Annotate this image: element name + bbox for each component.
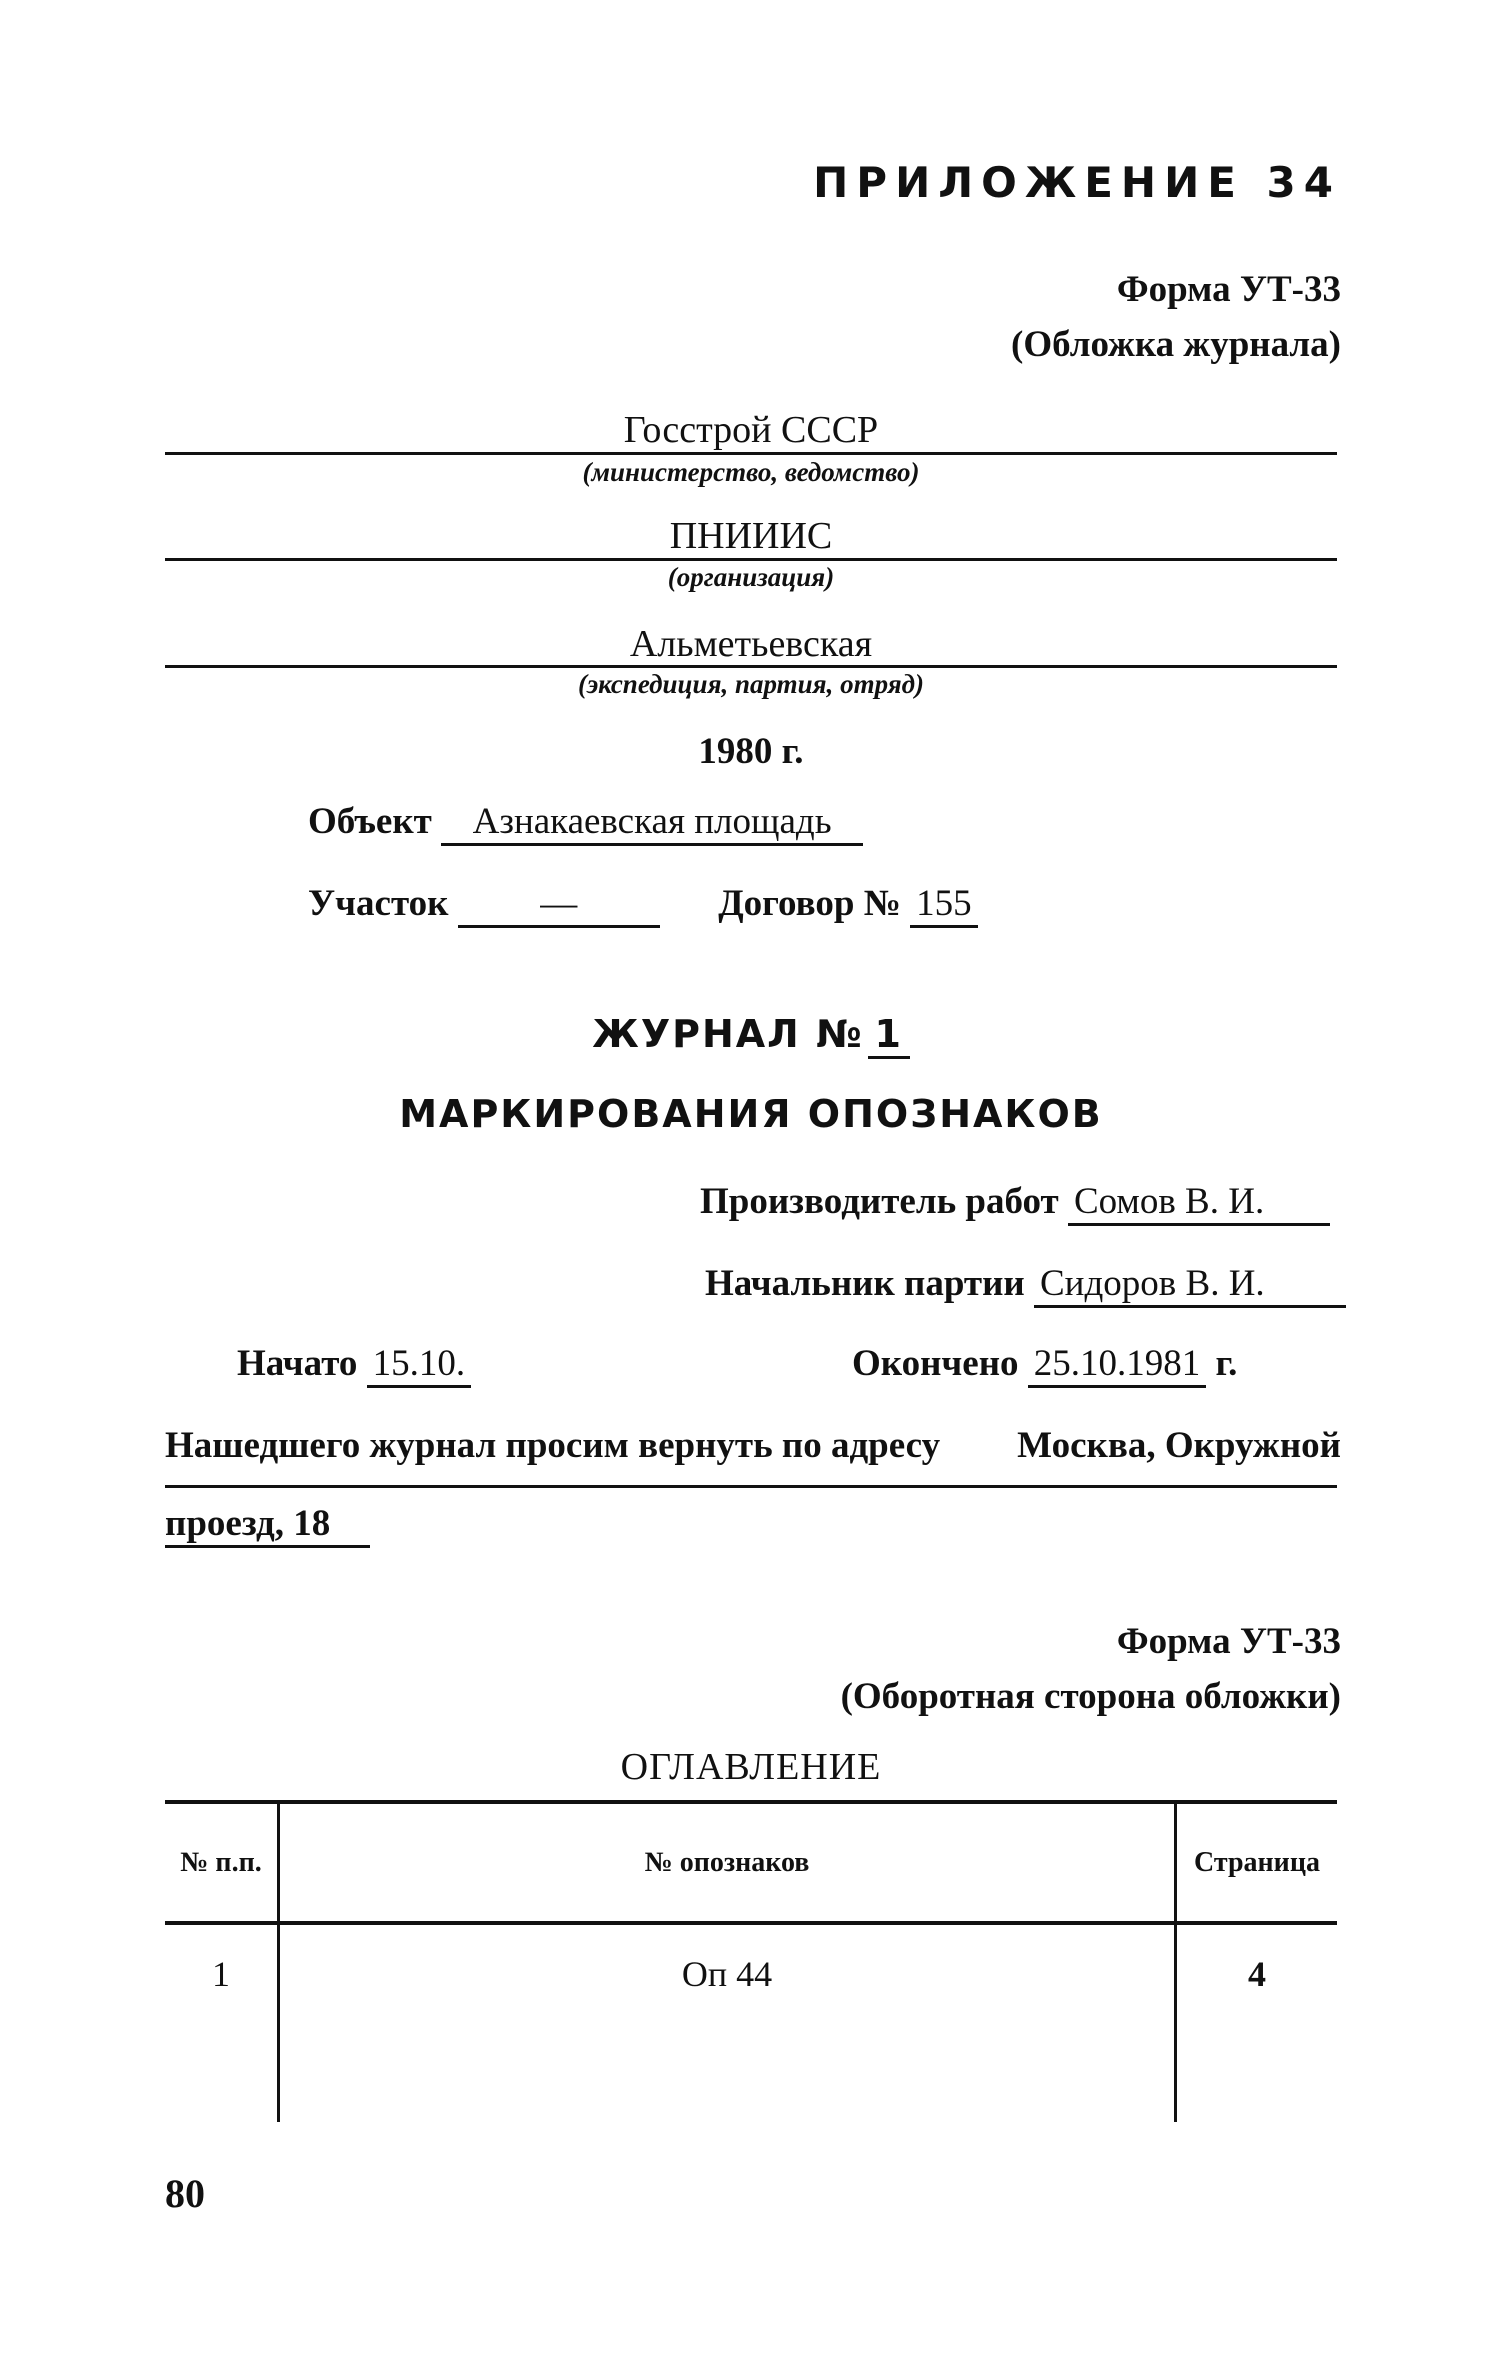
- organization-value: ПНИИИС: [669, 515, 833, 557]
- return-address-line1: Москва, Окружной: [1017, 1425, 1341, 1466]
- chief-label: Начальник партии: [705, 1263, 1025, 1304]
- started-value: 15.10.: [367, 1342, 472, 1388]
- table-row: [165, 1923, 1337, 2122]
- toc-header-row: [165, 1802, 1337, 1923]
- return-address-line2-wrap: [165, 1502, 370, 1548]
- back-form-subtitle: (Оборотная сторона обложки): [840, 1676, 1341, 1717]
- toc-row-page: 4: [1176, 1923, 1338, 2122]
- organization-caption: (организация): [667, 562, 835, 592]
- contract-label: Договор №: [718, 883, 901, 924]
- contract-value: 155: [910, 882, 978, 928]
- finished-value: 25.10.1981: [1028, 1342, 1207, 1388]
- return-line: [165, 1485, 1337, 1488]
- finished-label: Окончено: [852, 1343, 1019, 1384]
- journal-number: 1: [868, 1012, 910, 1059]
- journal-label: ЖУРНАЛ №: [592, 1012, 864, 1056]
- foreman-row: [700, 1180, 1330, 1226]
- finished-suffix: г.: [1215, 1343, 1238, 1384]
- journal-title: МАРКИРОВАНИЯ ОПОЗНАКОВ: [399, 1092, 1103, 1136]
- finished-row: [852, 1342, 1237, 1388]
- toc-col-number: № п.п.: [165, 1802, 279, 1923]
- toc-row-number: 1: [165, 1923, 279, 2122]
- expedition-line: [165, 665, 1337, 668]
- organization-line: [165, 558, 1337, 561]
- section-value: —: [458, 882, 660, 928]
- ministry-line: [165, 452, 1337, 455]
- expedition-caption: (экспедиция, партия, отряд): [577, 669, 925, 699]
- appendix-title: ПРИЛОЖЕНИЕ 34: [813, 158, 1341, 207]
- object-row: [308, 800, 863, 846]
- back-form-label: Форма УТ-33: [1116, 1621, 1341, 1662]
- started-row: [237, 1342, 471, 1388]
- journal-number-row: [165, 1012, 1337, 1059]
- object-label: Объект: [308, 801, 432, 842]
- expedition-value: Альметьевская: [629, 623, 873, 665]
- toc-title: ОГЛАВЛЕНИЕ: [620, 1746, 882, 1788]
- chief-value: Сидоров В. И.: [1034, 1262, 1346, 1308]
- cover-form-label: Форма УТ-33: [1116, 269, 1341, 310]
- section-row: [308, 882, 978, 928]
- section-label: Участок: [308, 883, 449, 924]
- chief-row: [705, 1262, 1346, 1308]
- toc-table: [165, 1800, 1337, 2122]
- return-address-line2: проезд, 18: [165, 1502, 370, 1548]
- toc-col-page: Страница: [1176, 1802, 1338, 1923]
- object-value: Азнакаевская площадь: [441, 800, 863, 846]
- year: 1980 г.: [698, 731, 804, 772]
- foreman-label: Производитель работ: [700, 1181, 1059, 1222]
- return-text: Нашедшего журнал просим вернуть по адресу: [165, 1425, 941, 1466]
- cover-form-subtitle: (Обложка журнала): [1011, 324, 1341, 365]
- ministry-value: Госстрой СССР: [623, 409, 879, 451]
- started-label: Начато: [237, 1343, 358, 1384]
- ministry-caption: (министерство, ведомство): [582, 457, 920, 487]
- toc-row-marks: Оп 44: [681, 1954, 773, 1994]
- foreman-value: Сомов В. И.: [1068, 1180, 1330, 1226]
- toc-col-marks: № опознаков: [279, 1802, 1176, 1923]
- page-number: 80: [165, 2171, 205, 2216]
